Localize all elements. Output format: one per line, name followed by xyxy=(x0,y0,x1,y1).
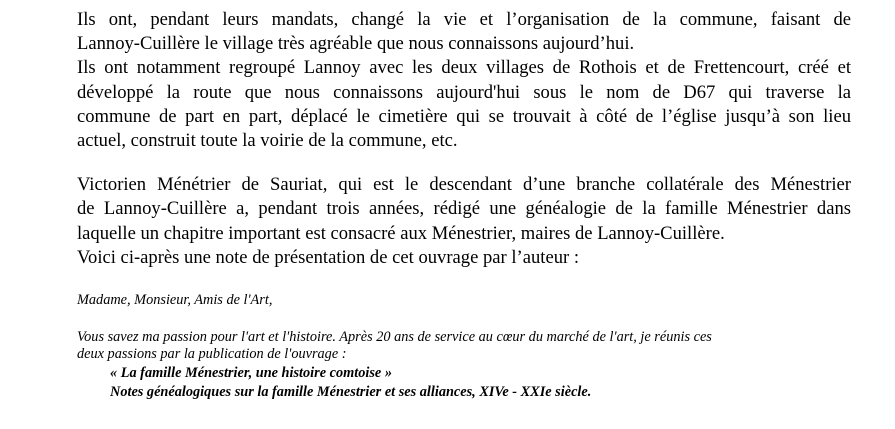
book-subtitle: Notes généalogiques sur la famille Ménestrier et ses alliances, XIVe - XXIe siècle. xyxy=(110,383,592,400)
letter-salutation: Madame, Monsieur, Amis de l'Art, xyxy=(77,292,273,309)
paragraph-regroupement xyxy=(77,56,851,153)
text-line: de Lannoy-Cuillère a, pendant trois années, rédigé une généalogie de la famille Ménestrier dans xyxy=(77,198,851,220)
text-line: Ils ont, pendant leurs mandats, changé la vie et l’organisation de la commune, faisant de xyxy=(77,9,851,30)
book-title: « La famille Ménestrier, une histoire comtoise » xyxy=(110,364,392,381)
text-line: commune de part en part, déplacé le cimetière qui se trouvait à côté de l’église jusqu’à son lieu xyxy=(77,105,851,127)
text-line: laquelle un chapitre important est consacré aux Ménestrier, maires de Lannoy-Cuillère. xyxy=(77,222,725,244)
text-line: Voici ci-après une note de présentation de cet ouvrage par l’auteur : xyxy=(77,246,579,268)
text-line: Lannoy-Cuillère le village très agréable que nous connaissons aujourd’hui. xyxy=(77,33,635,55)
text-line: Victorien Ménétrier de Sauriat, qui est le descendant d’une branche collatérale des Ménestrier xyxy=(77,174,851,196)
document-page xyxy=(77,8,851,402)
text-line: deux passions par la publication de l'ouvrage : xyxy=(77,346,347,363)
paragraph-genealogie xyxy=(77,173,851,270)
text-line: développé la route que nous connaissons aujourd'hui sous le nom de D67 qui traverse la xyxy=(77,81,851,103)
text-line: actuel, construit toute la voirie de la commune, etc. xyxy=(77,130,458,152)
paragraph-mandats xyxy=(77,8,851,56)
text-line: Ils ont notamment regroupé Lannoy avec les deux villages de Rothois et de Frettencourt, créé et xyxy=(77,57,851,79)
book-reference xyxy=(77,364,851,402)
letter-body xyxy=(77,329,851,364)
text-line: Vous savez ma passion pour l'art et l'histoire. Après 20 ans de service au cœur du marché de l'art, je réunis ces xyxy=(77,328,712,345)
